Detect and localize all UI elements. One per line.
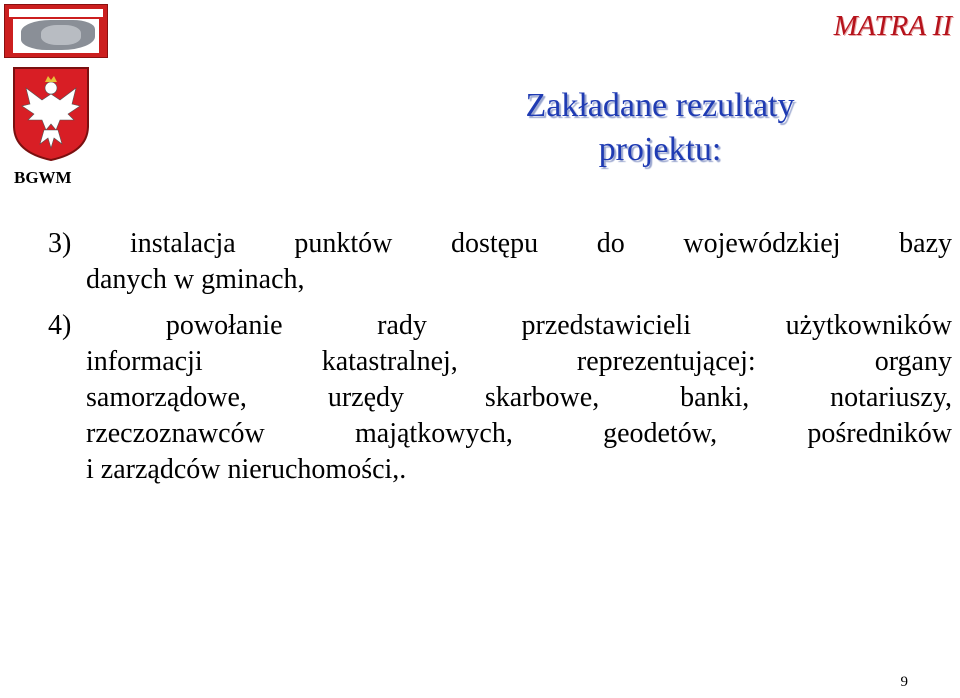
slide-title <box>470 84 850 172</box>
slide-title-line: projektu: <box>598 131 722 168</box>
list-item <box>48 226 952 298</box>
item-line: rzeczoznawców majątkowych, geodetów, pośredników <box>86 418 952 449</box>
logo-label: BGWM <box>14 168 72 187</box>
slide-title-line: Zakładane rezultaty <box>525 87 795 124</box>
item-line: samorządowe, urzędy skarbowe, banki, notariuszy, <box>86 382 952 413</box>
item-line: i zarządców nieruchomości,. <box>86 454 407 485</box>
page-number: 9 <box>900 674 908 690</box>
item-line: informacji katastralnej, reprezentującej: organy <box>86 346 952 377</box>
list-item <box>48 308 952 488</box>
crest-white-eagle-icon <box>12 66 90 162</box>
item-line: danych w gminach, <box>86 264 305 295</box>
logo-top-emblem <box>4 4 108 58</box>
slide-content <box>48 226 952 498</box>
item-line: 3) instalacja punktów dostępu do wojewódzkiej bazy <box>48 228 952 259</box>
program-badge: MATRA II <box>833 10 952 42</box>
item-line: 4) powołanie rady przedstawicieli użytkowników <box>48 310 952 341</box>
